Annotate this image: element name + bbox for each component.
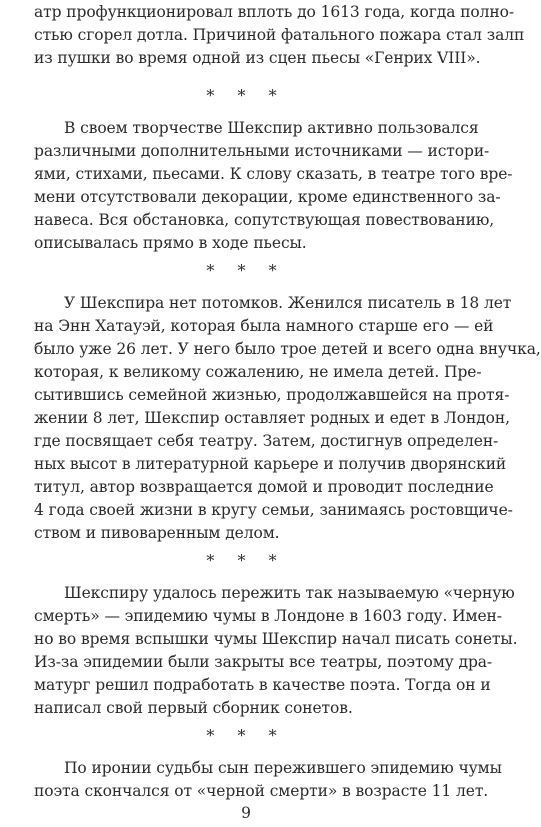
paragraph-1-line-1: атр профункционировал вплоть до 1613 года, когда полно- bbox=[34, 3, 515, 21]
paragraph-2-line-3: ями, стихами, пьесами. К слову сказать, в театре того вре- bbox=[34, 165, 513, 183]
page-number: 9 bbox=[241, 804, 251, 822]
paragraph-4-line-5: матург решил подработать в качестве поэта. Тогда он и bbox=[34, 676, 491, 694]
paragraph-4-line-3: но во время вспышки чумы Шекспир начал писать сонеты. bbox=[34, 630, 518, 648]
paragraph-3-line-11: ством и пивоваренным делом. bbox=[34, 524, 280, 542]
paragraph-3-line-5: сытившись семейной жизнью, продолжавшейся на протя- bbox=[34, 386, 510, 404]
paragraph-2-line-4: мени отсутствовали декорации, кроме единственного за- bbox=[34, 188, 501, 206]
paragraph-1-line-3: из пушки во время одной из сцен пьесы «Генрих VIII». bbox=[34, 49, 481, 67]
paragraph-5-line-1: По иронии судьбы сын пережившего эпидемию чумы bbox=[64, 759, 502, 777]
paragraph-4-line-1: Шекспиру удалось пережить так называемую «черную bbox=[64, 584, 515, 602]
paragraph-3-line-10: 4 года своей жизни в кругу семьи, занимаясь ростовщиче- bbox=[34, 501, 513, 519]
paragraph-3-line-3: было уже 26 лет. У него было трое детей и всего одна внучка, bbox=[34, 340, 541, 358]
paragraph-5-line-2: поэта скончался от «черной смерти» в возрасте 11 лет. bbox=[34, 782, 489, 800]
paragraph-3-line-7: где посвящает себя театру. Затем, достигнув определен- bbox=[34, 432, 499, 450]
paragraph-1-line-2: стью сгорел дотла. Причиной фатального пожара стал залп bbox=[34, 26, 525, 44]
paragraph-3-line-1: У Шекспира нет потомков. Женился писатель в 18 лет bbox=[64, 294, 512, 312]
paragraph-3-line-2: на Энн Хатауэй, которая была намного старше его — ей bbox=[34, 317, 494, 335]
section-separator: * * * bbox=[206, 86, 286, 105]
paragraph-2-line-6: описывалась прямо в ходе пьесы. bbox=[34, 234, 307, 252]
section-separator: * * * bbox=[206, 261, 286, 280]
section-separator: * * * bbox=[206, 726, 286, 745]
paragraph-3-line-8: ных высот в литературной карьере и получив дворянский bbox=[34, 455, 507, 473]
paragraph-4-line-6: написал свой первый сборник сонетов. bbox=[34, 699, 353, 717]
section-separator: * * * bbox=[206, 551, 286, 570]
paragraph-4-line-2: смерть» — эпидемию чумы в Лондоне в 1603 году. Имен- bbox=[34, 607, 502, 625]
paragraph-2-line-2: различными дополнительными источниками — истори- bbox=[34, 142, 490, 160]
paragraph-4-line-4: Из-за эпидемии были закрыты все театры, поэтому дра- bbox=[34, 653, 493, 671]
paragraph-2-line-1: В своем творчестве Шекспир активно пользовался bbox=[64, 119, 479, 137]
paragraph-2-line-5: навеса. Вся обстановка, сопутствующая повествованию, bbox=[34, 211, 495, 229]
paragraph-3-line-4: которая, к великому сожалению, не имела детей. Пре- bbox=[34, 363, 482, 381]
paragraph-3-line-6: жении 8 лет, Шекспир оставляет родных и едет в Лондон, bbox=[34, 409, 510, 427]
paragraph-3-line-9: титул, автор возвращается домой и проводит последние bbox=[34, 478, 494, 496]
